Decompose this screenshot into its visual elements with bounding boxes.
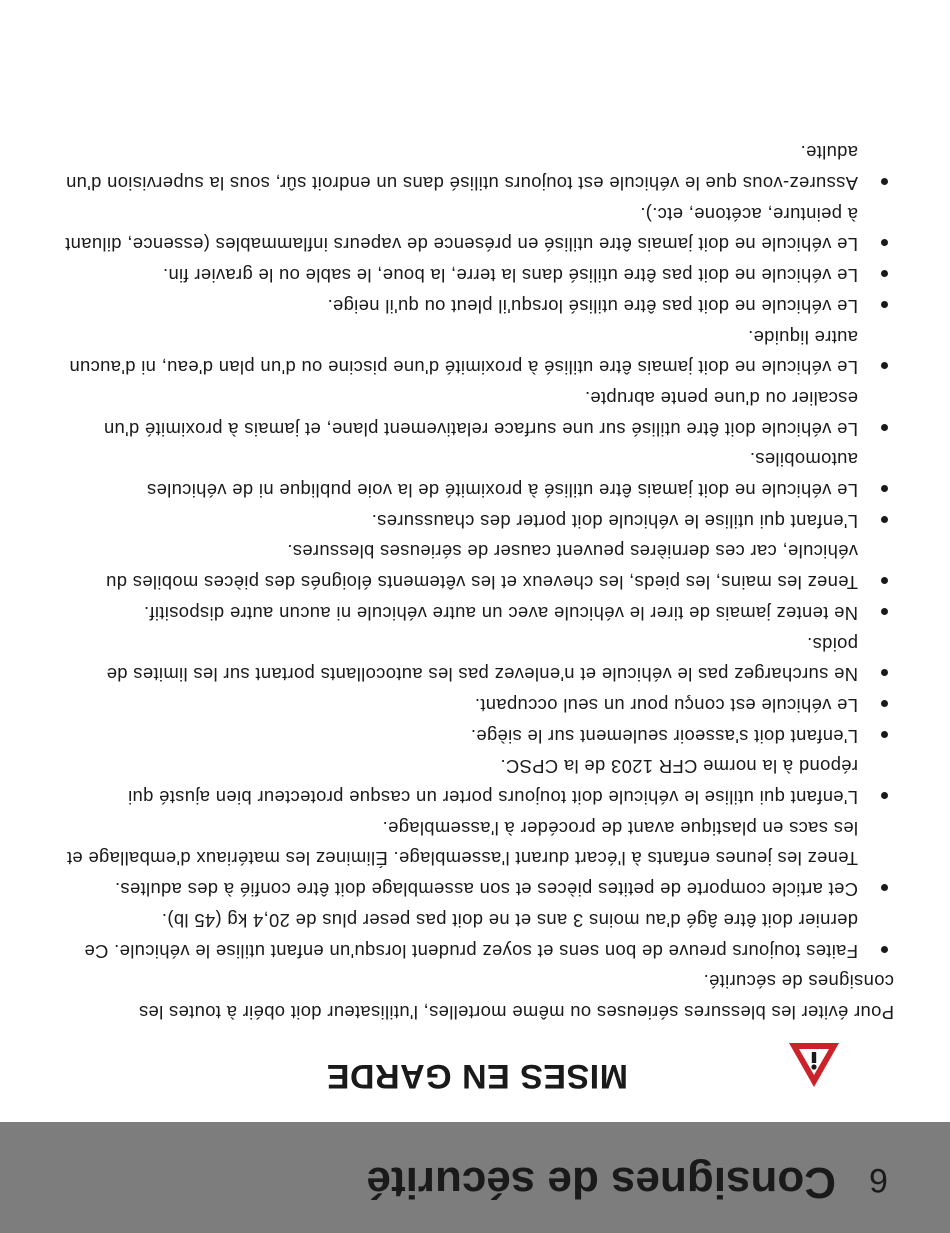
warning-item: Le véhicule est conçu pour un seul occupant. — [64, 689, 894, 720]
warning-item: L'enfant doit s'asseoir seulement sur le siège. — [64, 720, 894, 751]
warning-item: Le véhicule doit être utilisé sur une surface relativement plane, et jamais à proximité d'un escalier ou d'une pente abrupte. — [64, 382, 894, 443]
warning-item: Ne surchargez pas le véhicule et n'enlevez pas les autocollants portant sur les limites de poids. — [64, 628, 894, 689]
warning-item: Tenez les mains, les pieds, les cheveux et les vêtements éloignés des pièces mobiles du véhicule, car ces dernières peuvent causer de sérieuses blessures. — [64, 536, 894, 597]
warning-item: Le véhicule ne doit jamais être utilisé en présence de vapeurs inflammables (essence, diluant à peinture, acétone, etc.). — [64, 198, 894, 259]
warning-item: Assurez-vous que le véhicule est toujours utilisé dans un endroit sûr, sous la supervision d'un adulte. — [64, 137, 894, 198]
warning-intro: Pour éviter les blessures sérieuses ou même mortelles, l'utilisateur doit obéir à toutes les consignes de sécurité. — [138, 971, 894, 1023]
warning-triangle-icon — [786, 1040, 842, 1090]
header-band — [0, 1122, 950, 1233]
warning-item: Cet article comporte de petites pièces et son assemblage doit être confié à des adultes. Tenez les jeunes enfants à l'écart durant l'assemblage. Éliminez les matériaux d'emballage et les sacs en plastique avant de procéder à l'assemblage. — [64, 812, 894, 904]
warning-content — [64, 137, 894, 1027]
warning-item: Le véhicule ne doit pas être utilisé dans la terre, la boue, le sable ou le gravier fin. — [64, 259, 894, 290]
page-number: 6 — [869, 1161, 888, 1199]
page-title: Consignes de sécurité — [366, 1158, 836, 1207]
warning-item: Ne tentez jamais de tirer le véhicule avec un autre véhicule ni aucun autre dispositif. — [64, 597, 894, 628]
warning-list — [64, 137, 894, 966]
warning-item: Faites toujours preuve de bon sens et soyez prudent lorsqu'un enfant utilise le véhicule. Ce dernier doit être âgé d'au moins 3 ans et ne doit pas peser plus de 20,4 kg (45 lb). — [64, 904, 894, 965]
warning-section-title: MISES EN GARDE — [326, 1057, 628, 1095]
warning-item: Le véhicule ne doit jamais être utilisé à proximité d'une piscine ou d'un plan d'eau, ni d'aucun autre liquide. — [64, 321, 894, 382]
warning-item: L'enfant qui utilise le véhicule doit toujours porter un casque protecteur bien ajusté qui répond à la norme CFR 1203 de la CPSC. — [64, 751, 894, 812]
warning-item: Le véhicule ne doit pas être utilisé lorsqu'il pleut ou qu'il neige. — [64, 290, 894, 321]
warning-item: L'enfant qui utilise le véhicule doit porter des chaussures. — [64, 505, 894, 536]
warning-item: Le véhicule ne doit jamais être utilisé à proximité de la voie publique ni de véhicules automobiles. — [64, 444, 894, 505]
